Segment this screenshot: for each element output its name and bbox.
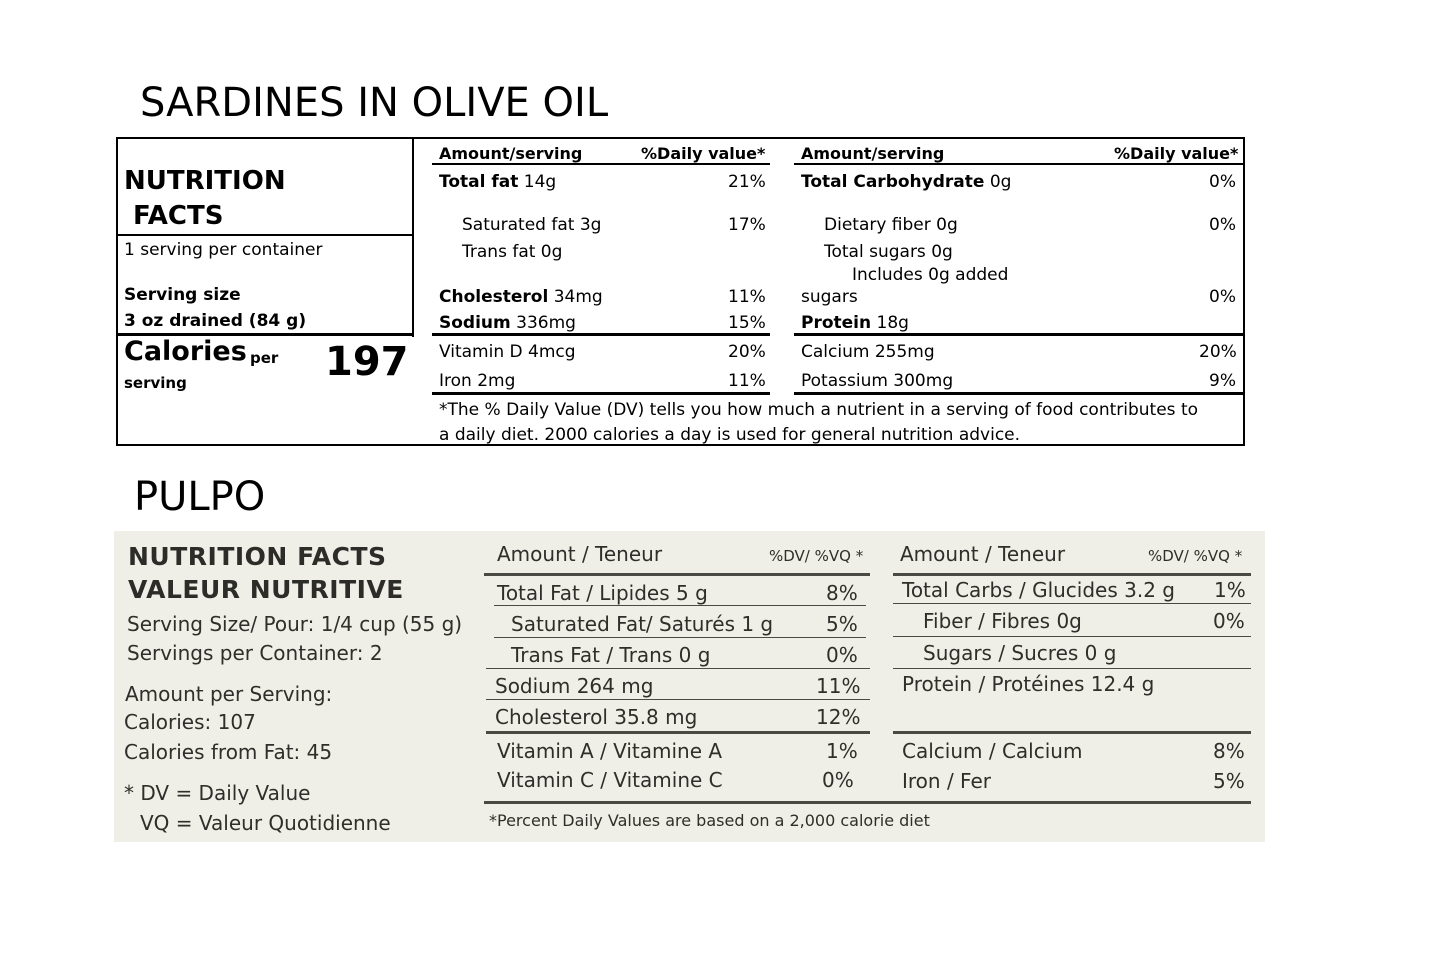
sardines-dietary-fiber-dv: 0% — [1209, 215, 1236, 235]
sardines-calcium: Calcium 255mg — [801, 342, 935, 362]
sardines-total-sugars: Total sugars 0g — [824, 242, 953, 262]
sardines-footnote-line2: a daily diet. 2000 calories a day is used for general nutrition advice. — [439, 425, 1021, 445]
pulpo-fiber: Fiber / Fibres 0g — [923, 609, 1082, 633]
sardines-calcium-dv: 20% — [1199, 342, 1237, 362]
sardines-vitamin-d: Vitamin D 4mcg — [439, 342, 576, 362]
protein-amount: 18g — [876, 313, 909, 333]
total-carb-label: Total Carbohydrate — [801, 172, 985, 192]
pulpo-servings-per-container: Servings per Container: 2 — [127, 641, 383, 665]
divider — [494, 605, 866, 606]
pulpo-protein: Protein / Protéines 12.4 g — [902, 672, 1155, 696]
pulpo-sugars: Sugars / Sucres 0 g — [923, 641, 1117, 665]
divider — [486, 731, 870, 734]
sardines-col-dv-left: %Daily value* — [641, 144, 766, 163]
pulpo-total-carbs-dv: 1% — [1214, 578, 1246, 602]
pulpo-calcium: Calcium / Calcium — [902, 739, 1083, 763]
sardines-cholesterol-row — [439, 287, 603, 307]
sardines-total-carb-dv: 0% — [1209, 172, 1236, 192]
pulpo-saturated-fat-dv: 5% — [826, 612, 858, 636]
pulpo-vitamin-a-dv: 1% — [826, 739, 858, 763]
sardines-total-carb-row — [801, 172, 1011, 192]
sodium-amount: 336mg — [516, 313, 576, 333]
pulpo-vq-note: VQ = Valeur Quotidienne — [140, 811, 391, 835]
divider — [893, 636, 1251, 637]
pulpo-serving-size: Serving Size/ Pour: 1/4 cup (55 g) — [127, 612, 463, 636]
sardines-calories-serving: serving — [124, 374, 187, 392]
pulpo-title: PULPO — [134, 474, 266, 520]
divider — [432, 163, 770, 165]
divider — [893, 668, 1251, 669]
sardines-cholesterol-dv: 11% — [728, 287, 766, 307]
sardines-total-fat-dv: 21% — [728, 172, 766, 192]
pulpo-amount-per-serving: Amount per Serving: — [125, 682, 333, 706]
pulpo-col-dv-left: %DV/ %VQ * — [769, 547, 864, 565]
pulpo-iron: Iron / Fer — [902, 769, 991, 793]
divider — [432, 392, 770, 395]
pulpo-sodium: Sodium 264 mg — [495, 674, 654, 698]
sardines-col-amount-right: Amount/serving — [801, 144, 945, 163]
pulpo-trans-fat-dv: 0% — [826, 643, 858, 667]
pulpo-heading-line2: VALEUR NUTRITIVE — [128, 575, 404, 604]
total-carb-amount: 0g — [989, 172, 1012, 192]
pulpo-col-amount-right: Amount / Teneur — [900, 542, 1066, 566]
divider — [893, 731, 1251, 734]
pulpo-vitamin-c: Vitamin C / Vitamine C — [497, 768, 723, 792]
sardines-heading-line2: FACTS — [133, 201, 224, 231]
sardines-iron-dv: 11% — [728, 371, 766, 391]
sardines-iron: Iron 2mg — [439, 371, 516, 391]
sardines-col-amount-left: Amount/serving — [439, 144, 583, 163]
sardines-servings-per-container: 1 serving per container — [124, 240, 323, 260]
divider — [484, 573, 870, 576]
pulpo-total-fat-dv: 8% — [826, 581, 858, 605]
pulpo-sodium-dv: 11% — [816, 674, 861, 698]
pulpo-col-dv-right: %DV/ %VQ * — [1148, 547, 1243, 565]
divider — [486, 668, 870, 669]
divider — [486, 699, 870, 700]
divider — [794, 392, 1245, 395]
sodium-label: Sodium — [439, 313, 511, 333]
protein-label: Protein — [801, 313, 872, 333]
sardines-heading-line1: NUTRITION — [124, 166, 286, 196]
pulpo-col-amount-left: Amount / Teneur — [497, 542, 663, 566]
sardines-potassium-dv: 9% — [1209, 371, 1236, 391]
sardines-calories-label: Calories — [124, 336, 247, 367]
pulpo-heading-line1: NUTRITION FACTS — [128, 542, 387, 571]
pulpo-fiber-dv: 0% — [1213, 609, 1245, 633]
pulpo-saturated-fat: Saturated Fat/ Saturés 1 g — [511, 612, 774, 636]
total-fat-amount: 14g — [523, 172, 557, 192]
sardines-footnote-line1: *The % Daily Value (DV) tells you how much a nutrient in a serving of food contributes to — [439, 400, 1199, 420]
divider — [794, 163, 1245, 165]
pulpo-vitamin-c-dv: 0% — [822, 768, 854, 792]
cholesterol-label: Cholesterol — [439, 287, 549, 307]
sardines-calories-per: per — [250, 349, 279, 367]
pulpo-calories: Calories: 107 — [124, 710, 256, 734]
sardines-serving-size-value: 3 oz drained (84 g) — [124, 311, 307, 331]
cholesterol-amount: 34mg — [553, 287, 603, 307]
sardines-potassium: Potassium 300mg — [801, 371, 954, 391]
pulpo-calcium-dv: 8% — [1213, 739, 1245, 763]
sardines-added-sugars-line1: Includes 0g added — [852, 265, 1009, 285]
sardines-saturated-fat: Saturated fat 3g — [462, 215, 602, 235]
sardines-protein-row — [801, 313, 909, 333]
sardines-col-dv-right: %Daily value* — [1114, 144, 1239, 163]
pulpo-cholesterol: Cholesterol 35.8 mg — [495, 705, 698, 729]
sardines-added-sugars-line2: sugars — [801, 287, 858, 307]
divider — [494, 637, 866, 638]
sardines-calories-value: 197 — [325, 339, 409, 385]
pulpo-dv-note: * DV = Daily Value — [124, 781, 311, 805]
pulpo-trans-fat: Trans Fat / Trans 0 g — [511, 643, 711, 667]
divider — [893, 573, 1251, 576]
pulpo-cholesterol-dv: 12% — [816, 705, 861, 729]
divider — [794, 333, 1245, 336]
pulpo-calories-from-fat: Calories from Fat: 45 — [124, 740, 333, 764]
divider — [412, 137, 414, 337]
pulpo-vitamin-a: Vitamin A / Vitamine A — [497, 739, 723, 763]
sardines-sodium-dv: 15% — [728, 313, 766, 333]
divider — [117, 234, 413, 236]
pulpo-footnote: *Percent Daily Values are based on a 2,000 calorie diet — [489, 811, 930, 830]
pulpo-total-fat: Total Fat / Lipides 5 g — [497, 581, 708, 605]
sardines-dietary-fiber: Dietary fiber 0g — [824, 215, 958, 235]
sardines-added-sugars-dv: 0% — [1209, 287, 1236, 307]
sardines-title: SARDINES IN OLIVE OIL — [140, 80, 609, 126]
sardines-vitamin-d-dv: 20% — [728, 342, 766, 362]
pulpo-total-carbs: Total Carbs / Glucides 3.2 g — [902, 578, 1175, 602]
sardines-trans-fat: Trans fat 0g — [462, 242, 563, 262]
divider — [893, 603, 1251, 604]
pulpo-iron-dv: 5% — [1213, 769, 1245, 793]
sardines-sodium-row — [439, 313, 576, 333]
sardines-total-fat-row — [439, 172, 556, 192]
sardines-saturated-fat-dv: 17% — [728, 215, 766, 235]
divider — [432, 333, 770, 336]
sardines-serving-size-label: Serving size — [124, 285, 241, 305]
total-fat-label: Total fat — [439, 172, 519, 192]
divider — [484, 801, 1251, 804]
